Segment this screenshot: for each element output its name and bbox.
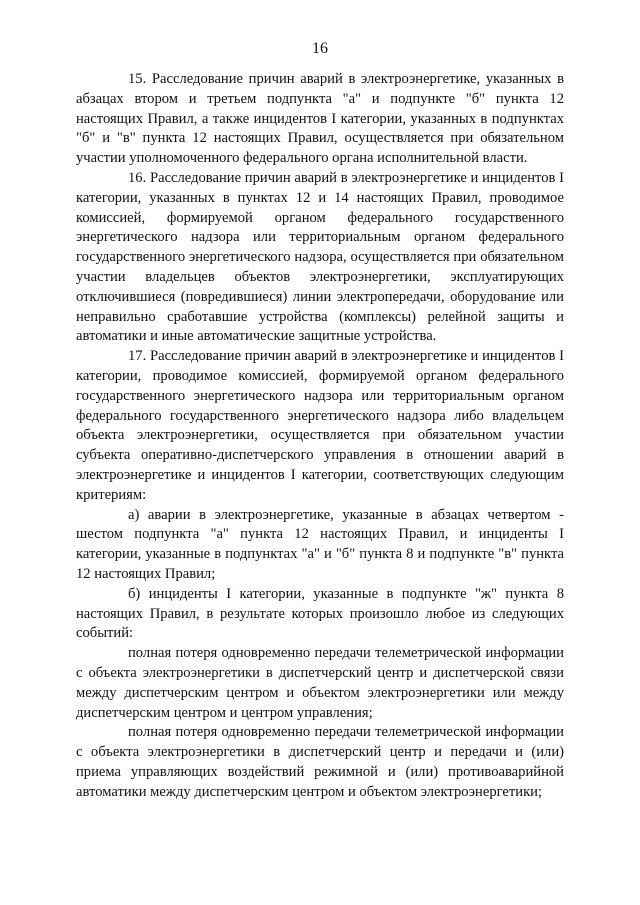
subitem-b: б) инциденты I категории, указанные в подпункте "ж" пункта 8 настоящих Правил, в результате которых произошло любое из следующих событий: xyxy=(76,585,564,642)
document-body xyxy=(76,70,564,802)
event-item-1: полная потеря одновременно передачи телеметрической информации с объекта электроэнергетики в диспетчерский центр и диспетчерской связи между диспетчерским центром и объектом электроэнергетики или между диспетчерским центром и центром управления; xyxy=(76,645,564,721)
paragraph-17: 17. Расследование причин аварий в электроэнергетике и инцидентов I категории, проводимое комиссией, формируемой органом федерального государственного энергетического надзора или территориальным органом федерального государственного энергетического надзора либо владельцем объекта электроэнергетики, осуществляется при обязательном участии субъекта оперативно-диспетчерского управления в отношении аварий в электроэнергетике и инцидентов I категории, соответствующих следующим критериям: xyxy=(76,348,564,503)
page-number: 16 xyxy=(312,40,328,57)
paragraph-15: 15. Расследование причин аварий в электроэнергетике, указанных в абзацах втором и третьем подпункта "а" и подпункте "б" пункта 12 настоящих Правил, а также инцидентов I категории, указанных в подпунктах "б" и "в" пункта 12 настоящих Правил, осуществляется при обязательном участии уполномоченного федерального органа исполнительной власти. xyxy=(76,71,564,167)
subitem-a: а) аварии в электроэнергетике, указанные в абзацах четвертом - шестом подпункта "а" пункта 12 настоящих Правил, и инциденты I категории, указанные в подпунктах "а" и "б" пункта 8 и подпункте "в" пункта 12 настоящих Правил; xyxy=(76,506,564,582)
paragraph-16: 16. Расследование причин аварий в электроэнергетике и инцидентов I категории, указанных в пунктах 12 и 14 настоящих Правил, проводимое комиссией, формируемой органом федерального государственного энергетического надзора или территориальным органом федерального государственного энергетического надзора, осуществляется при обязательном участии владельцев объектов электроэнергетики, эксплуатирующих отключившиеся (повредившиеся) линии электропередачи, оборудование или неправильно сработавшие устройства (комплексы) релейной защиты и автоматики и иные автоматические защитные устройства. xyxy=(76,169,564,345)
event-item-2: полная потеря одновременно передачи телеметрической информации с объекта электроэнергетики в диспетчерский центр и передачи и (или) приема управляющих воздействий режимной и (или) противоаварийной автоматики между диспетчерским центром и объектом электроэнергетики; xyxy=(76,724,564,800)
